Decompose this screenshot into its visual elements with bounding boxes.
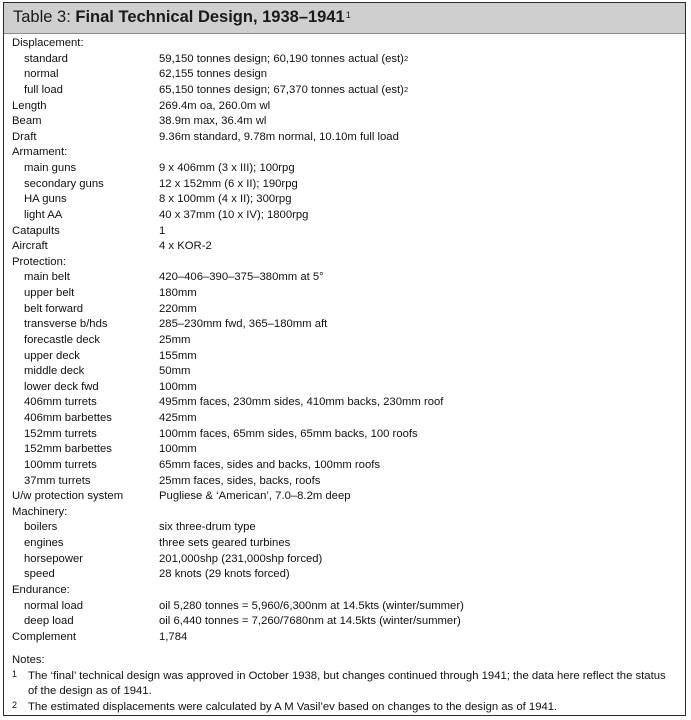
row-label: 152mm turrets (24, 427, 97, 440)
table-row (4, 208, 685, 224)
row-label: normal (24, 68, 59, 81)
row-value-text: 180mm (159, 287, 197, 299)
row-label: upper belt (24, 287, 75, 299)
row-value (159, 208, 308, 224)
row-label: engines (24, 537, 64, 549)
table-row (4, 333, 685, 349)
row-label: light AA (24, 208, 63, 221)
row-value (159, 302, 197, 318)
row-label: Catapults (12, 224, 60, 237)
row-value-text: 9.36m standard, 9.78m normal, 10.10m full load (159, 130, 399, 143)
row-value-text: 495mm faces, 230mm sides, 410mm backs, 230mm roof (159, 396, 444, 409)
row-value (159, 380, 197, 396)
table-row (4, 349, 685, 365)
table-label: Table 3: (13, 8, 71, 26)
row-value (159, 67, 267, 83)
row-label: speed (24, 568, 55, 581)
row-value (159, 458, 380, 474)
row-value (159, 614, 461, 630)
row-value-text: 12 x 152mm (6 x II); 190rpg (159, 177, 298, 190)
row-value-text: Pugliese & ‘American’, 7.0–8.2m deep (159, 490, 351, 503)
row-value (159, 474, 320, 490)
row-label: Armament: (12, 146, 68, 159)
title-footnote-ref: 1 (345, 10, 351, 20)
row-label: transverse b/hds (24, 318, 108, 331)
row-value-text: 28 knots (29 knots forced) (159, 568, 290, 581)
row-label: Aircraft (12, 240, 48, 253)
row-label: boilers (24, 521, 58, 534)
table-row (4, 192, 685, 208)
row-label: Machinery: (12, 505, 68, 518)
notes-heading: Notes: (12, 654, 45, 666)
footnote-2 (12, 700, 677, 716)
table-row (4, 411, 685, 427)
row-value-text: 50mm (159, 365, 191, 378)
row-label: secondary guns (24, 177, 104, 190)
row-value-text: 40 x 37mm (10 x IV); 1800rpg (159, 208, 309, 221)
table-row (4, 83, 685, 99)
row-label: horsepower (24, 552, 84, 565)
row-value (159, 630, 187, 646)
table-row (4, 583, 685, 599)
row-label: 406mm barbettes (24, 412, 112, 424)
row-value-text: 155mm (159, 349, 197, 362)
row-value-text: six three-drum type (159, 521, 256, 534)
table-row (4, 145, 685, 161)
table-row (4, 630, 685, 646)
row-label: Complement (12, 630, 77, 643)
row-value (159, 177, 298, 193)
row-value-text: oil 5,280 tonnes = 5,960/6,300nm at 14.5kts (winter/summer) (159, 599, 464, 612)
row-value (159, 520, 256, 536)
table-frame (3, 2, 686, 716)
footnote-ref: 2 (403, 84, 409, 94)
row-label: normal load (24, 599, 84, 612)
table-row (4, 567, 685, 583)
row-label: Draft (12, 130, 37, 143)
row-value (159, 552, 322, 568)
row-value (159, 286, 197, 302)
row-label: Endurance: (12, 583, 70, 596)
table-row (4, 67, 685, 83)
row-value (159, 567, 290, 583)
table-row (4, 52, 685, 68)
row-value-text: 25mm (159, 333, 191, 346)
row-value (159, 192, 291, 208)
table-row (4, 302, 685, 318)
table-row (4, 474, 685, 490)
row-value (159, 130, 399, 146)
row-value-text: 201,000shp (231,000shp forced) (159, 552, 323, 565)
row-value (159, 333, 190, 349)
row-value (159, 427, 418, 443)
table-header (4, 3, 685, 34)
table-row (4, 395, 685, 411)
row-value-text: 62,155 tonnes design (159, 68, 268, 81)
table-row (4, 599, 685, 615)
row-value-text: 4 x KOR-2 (159, 240, 212, 253)
footnote-number: 2 (12, 699, 18, 710)
row-value (159, 364, 190, 380)
row-value (159, 270, 324, 286)
row-value (159, 411, 197, 427)
table-row (4, 99, 685, 115)
row-value-text: 220mm (159, 302, 197, 315)
row-label: 37mm turrets (24, 474, 91, 487)
row-label: belt forward (24, 302, 84, 315)
row-value (159, 489, 351, 505)
table-title-text: Final Technical Design, 1938–1941 (75, 8, 345, 26)
row-value (159, 536, 290, 552)
table-row (4, 36, 685, 52)
table-row (4, 536, 685, 552)
table-row (4, 255, 685, 271)
row-value-text: 8 x 100mm (4 x II); 300rpg (159, 193, 292, 206)
table-row (4, 239, 685, 255)
table-row (4, 177, 685, 193)
row-label: 406mm turrets (24, 396, 97, 409)
row-value-text: 25mm faces, sides, backs, roofs (159, 474, 321, 487)
row-value-text: 285–230mm fwd, 365–180mm aft (159, 318, 328, 331)
footnote-ref: 2 (403, 53, 409, 63)
footnote-text: The estimated displacements were calculated by A M Vasil’ev based on changes to the design as of 1941. (28, 700, 558, 713)
row-label: main guns (24, 162, 77, 174)
table-row (4, 442, 685, 458)
row-label: deep load (24, 615, 74, 628)
table-row (4, 114, 685, 130)
row-label: 100mm turrets (24, 458, 97, 471)
row-value-text: 1 (159, 224, 166, 237)
row-label: HA guns (24, 193, 67, 206)
table-row (4, 520, 685, 536)
row-label: Protection: (12, 255, 67, 268)
row-label: Length (12, 99, 47, 112)
row-value-text: 100mm (159, 380, 197, 393)
table-title (13, 8, 351, 27)
row-label: 152mm barbettes (24, 443, 112, 456)
row-label: lower deck fwd (24, 380, 99, 393)
table-row (4, 161, 685, 177)
row-value (159, 99, 270, 115)
row-value (159, 349, 197, 365)
row-label: standard (24, 52, 68, 65)
row-value-text: 65mm faces, sides and backs, 100mm roofs (159, 458, 381, 471)
footnote-text: The ‘final’ technical design was approved in October 1938, but changes continued through 1941; the data here reflect the status of the design as of 1941. (28, 669, 666, 697)
table-row (4, 489, 685, 505)
footnote-1 (12, 669, 677, 700)
row-value-text: 100mm (159, 443, 197, 456)
row-value-text: 269.4m oa, 260.0m wl (159, 99, 271, 112)
row-value (159, 52, 408, 68)
spec-table (4, 36, 685, 645)
row-value (159, 114, 266, 130)
table-row (4, 614, 685, 630)
row-value (159, 317, 327, 333)
row-label: Displacement: (12, 37, 84, 49)
row-value (159, 442, 197, 458)
footnote-number: 1 (12, 668, 18, 679)
table-row (4, 286, 685, 302)
row-value-text: 1,784 (159, 630, 188, 643)
notes-section (12, 653, 677, 715)
row-value-text: 9 x 406mm (3 x III); 100rpg (159, 162, 295, 174)
row-label: main belt (24, 271, 70, 284)
row-label: upper deck (24, 349, 80, 362)
table-row (4, 458, 685, 474)
row-value (159, 83, 408, 99)
table-row (4, 130, 685, 146)
row-value-text: 59,150 tonnes design; 60,190 tonnes actual (est) (159, 52, 404, 65)
row-value (159, 161, 295, 177)
row-value-text: 38.9m max, 36.4m wl (159, 115, 267, 128)
table-row (4, 380, 685, 396)
row-value-text: 425mm (159, 412, 197, 424)
row-value-text: 420–406–390–375–380mm at 5° (159, 271, 324, 284)
row-value (159, 239, 212, 255)
row-value (159, 599, 464, 615)
row-label: full load (24, 83, 63, 96)
row-value-text: 100mm faces, 65mm sides, 65mm backs, 100 roofs (159, 427, 418, 440)
table-row (4, 270, 685, 286)
row-value-text: three sets geared turbines (159, 537, 291, 549)
row-label: forecastle deck (24, 333, 100, 346)
table-row (4, 427, 685, 443)
row-label: U/w protection system (12, 490, 124, 503)
row-label: Beam (12, 115, 42, 128)
table-row (4, 552, 685, 568)
table-row (4, 317, 685, 333)
table-row (4, 224, 685, 240)
row-value (159, 395, 443, 411)
table-row (4, 505, 685, 521)
row-value (159, 224, 165, 240)
row-value-text: 65,150 tonnes design; 67,370 tonnes actual (est) (159, 83, 404, 96)
row-label: middle deck (24, 365, 85, 378)
row-value-text: oil 6,440 tonnes = 7,260/7680nm at 14.5kts (winter/summer) (159, 615, 461, 628)
table-row (4, 364, 685, 380)
